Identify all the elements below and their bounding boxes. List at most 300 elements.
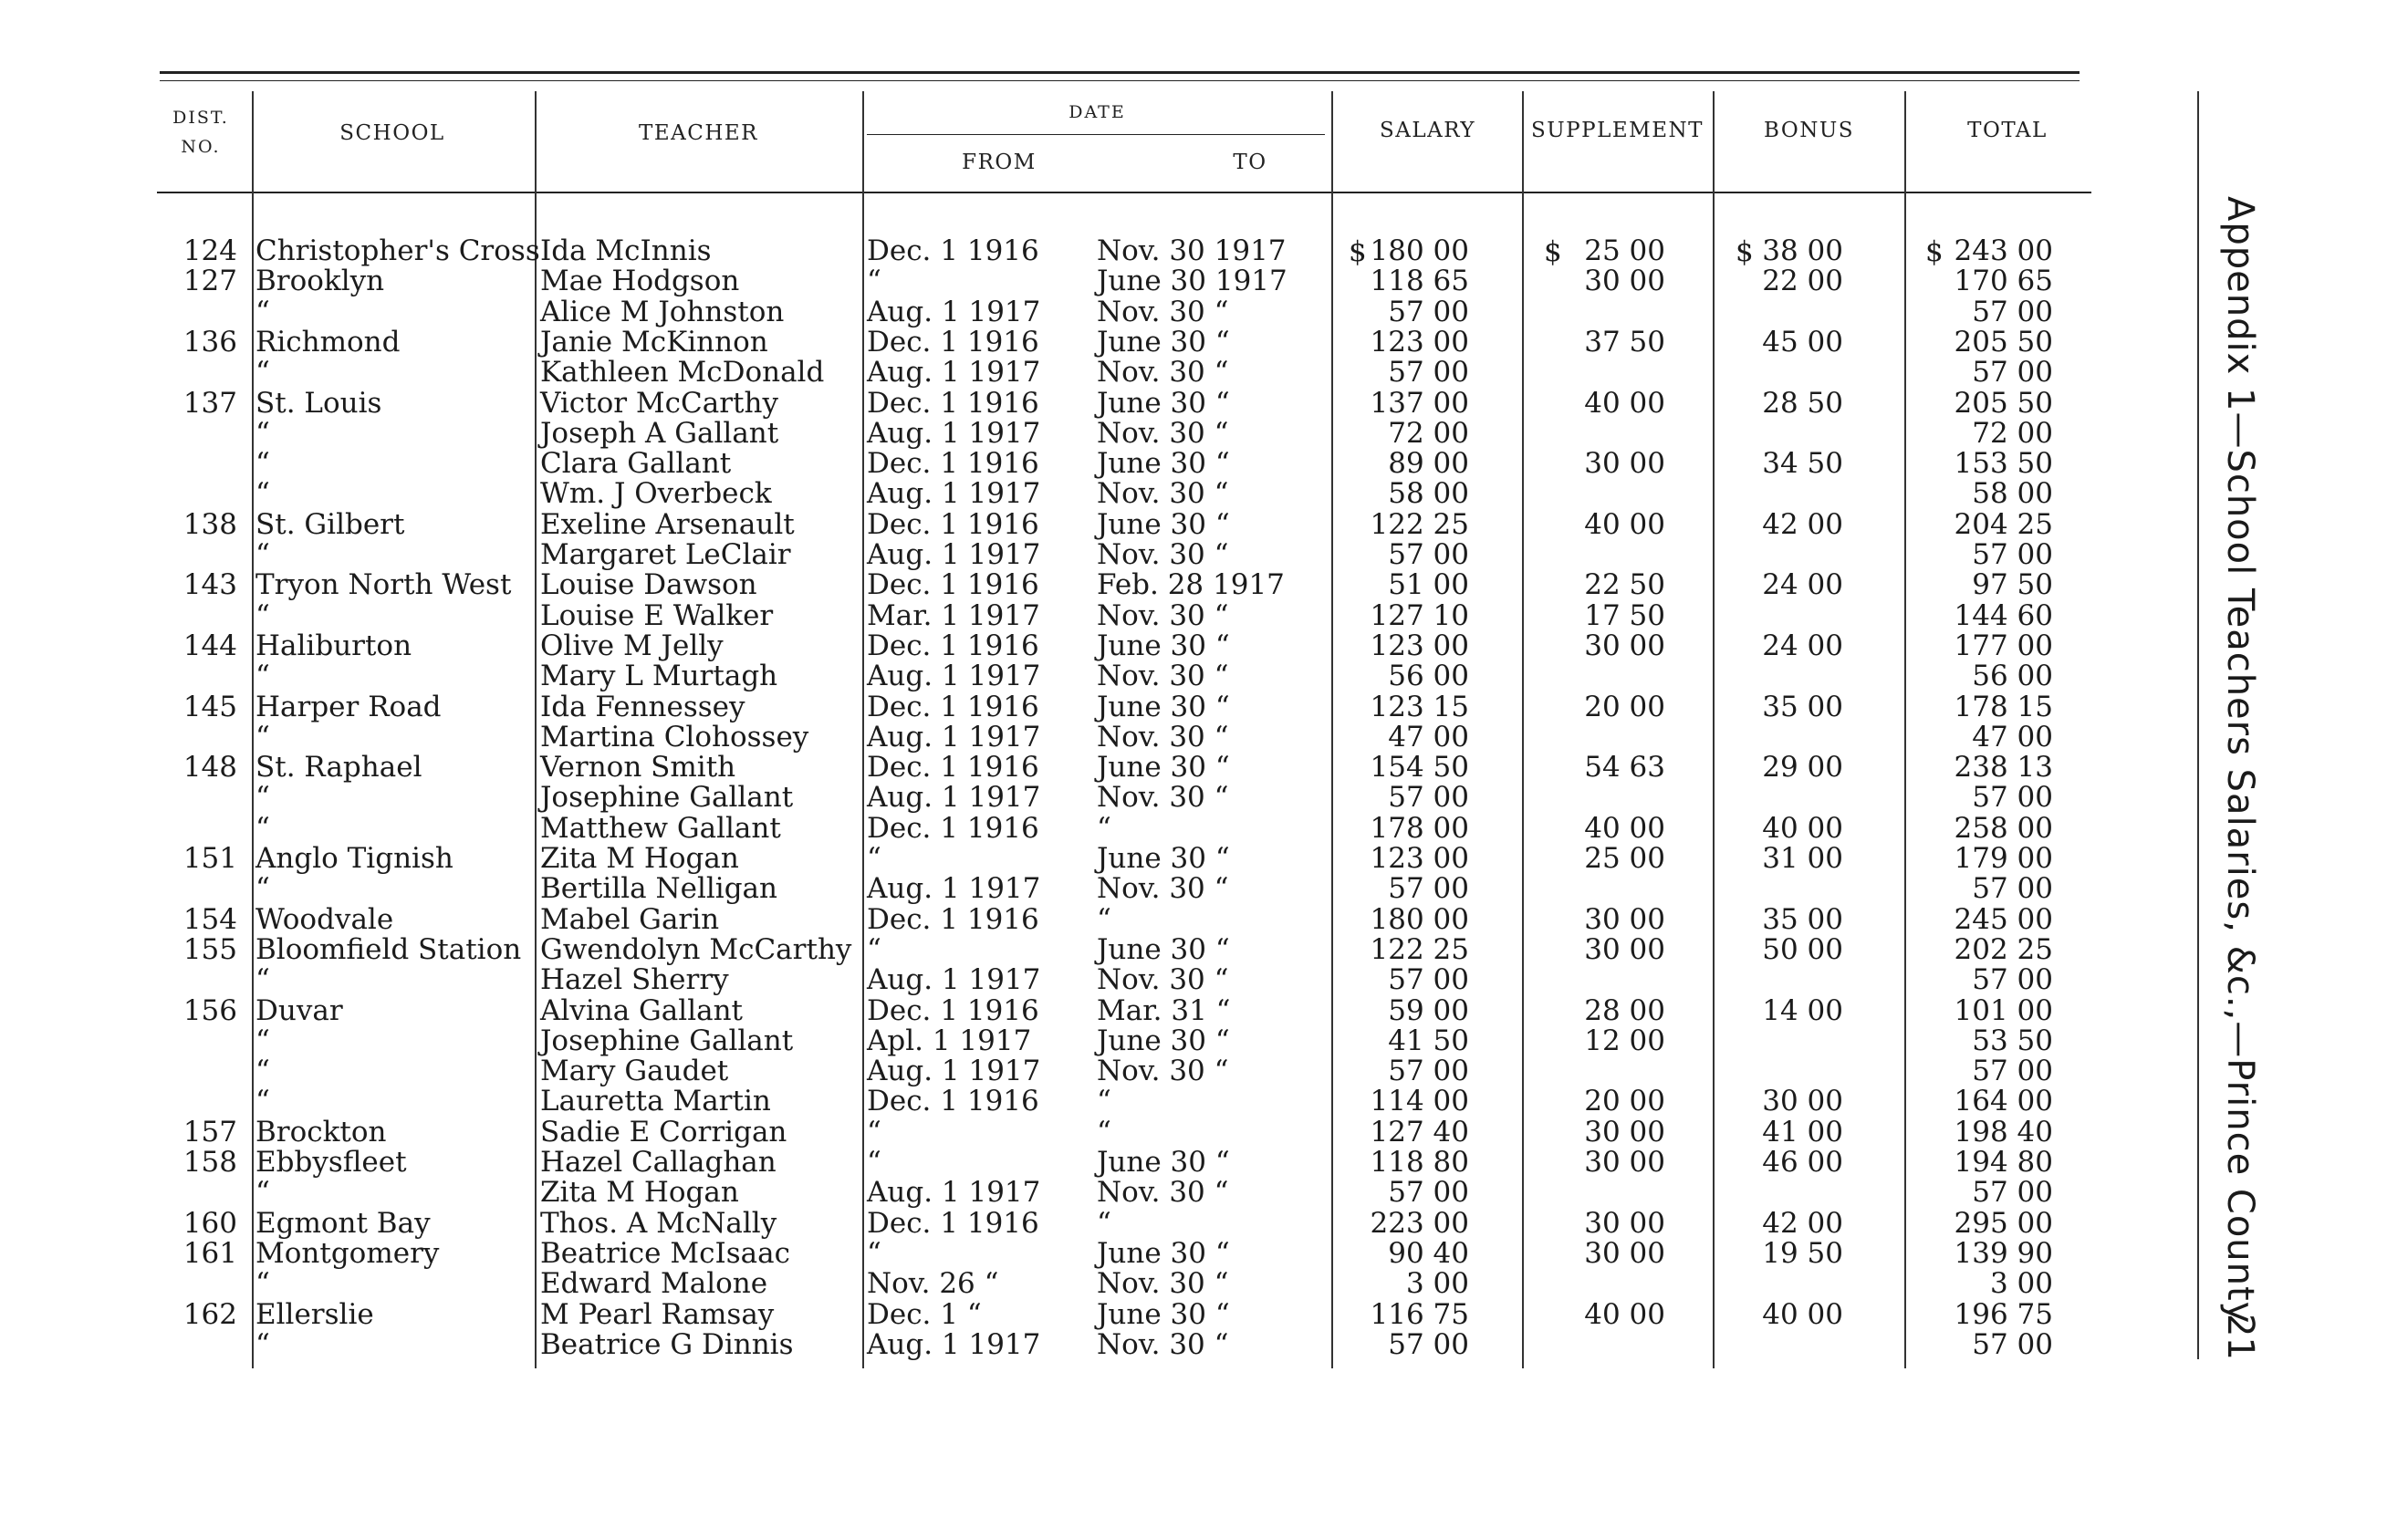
school-name: Montgomery bbox=[255, 1236, 440, 1270]
date-to: Nov. 30 “ bbox=[1097, 781, 1229, 815]
school-name: Christopher's Cross bbox=[255, 234, 540, 267]
salary-amount: 57 00 bbox=[1388, 1176, 1469, 1210]
supplement-amount: 20 00 bbox=[1584, 1085, 1665, 1118]
header-teacher: TEACHER bbox=[638, 121, 758, 145]
teacher-name: Josephine Gallant bbox=[540, 781, 794, 815]
table-row bbox=[0, 964, 2190, 995]
teacher-name: Martina Clohossey bbox=[540, 720, 809, 754]
table-row bbox=[0, 1055, 2190, 1086]
teacher-name: Hazel Callaghan bbox=[540, 1146, 777, 1179]
teacher-name: Bertilla Nelligan bbox=[540, 872, 777, 906]
salary-amount: 57 00 bbox=[1388, 356, 1469, 390]
school-name: Brockton bbox=[255, 1115, 387, 1149]
total-amount: 177 00 bbox=[1954, 629, 2053, 662]
salary-amount: 41 50 bbox=[1388, 1024, 1469, 1057]
date-from: Dec. 1 1916 bbox=[867, 690, 1039, 723]
supplement-amount: 40 00 bbox=[1584, 386, 1665, 420]
total-amount: 57 00 bbox=[1972, 356, 2053, 390]
date-from: Aug. 1 1917 bbox=[867, 1176, 1041, 1210]
date-from: Aug. 1 1917 bbox=[867, 538, 1041, 571]
salary-amount: 47 00 bbox=[1388, 720, 1469, 754]
date-to: June 30 “ bbox=[1097, 507, 1230, 541]
school-name: “ bbox=[255, 1267, 270, 1301]
teacher-name: Clara Gallant bbox=[540, 447, 732, 481]
salary-amount: 116 75 bbox=[1370, 1297, 1469, 1331]
salary-amount: 3 00 bbox=[1405, 1267, 1469, 1301]
school-name: Egmont Bay bbox=[255, 1206, 431, 1240]
salary-amount: 57 00 bbox=[1388, 872, 1469, 906]
school-name: St. Gilbert bbox=[255, 507, 405, 541]
date-to: “ bbox=[1097, 902, 1111, 936]
school-name: Haliburton bbox=[255, 629, 412, 662]
school-name: “ bbox=[255, 1085, 270, 1118]
school-name: “ bbox=[255, 356, 270, 390]
school-name: “ bbox=[255, 1024, 270, 1057]
salary-amount: 58 00 bbox=[1388, 477, 1469, 511]
bonus-amount: 28 50 bbox=[1762, 386, 1843, 420]
dist-no: 145 bbox=[182, 690, 237, 723]
table-row bbox=[0, 539, 2190, 570]
supplement-amount: 30 00 bbox=[1584, 1146, 1665, 1179]
table-row bbox=[0, 630, 2190, 661]
dist-no: 137 bbox=[182, 386, 237, 420]
bonus-amount: 29 00 bbox=[1762, 751, 1843, 785]
bonus-amount: 34 50 bbox=[1762, 447, 1843, 481]
dist-no: 138 bbox=[182, 507, 237, 541]
date-from: “ bbox=[867, 1115, 881, 1149]
salary-amount: 72 00 bbox=[1388, 416, 1469, 450]
school-name: “ bbox=[255, 811, 270, 845]
salary-amount: 56 00 bbox=[1388, 660, 1469, 693]
teacher-name: Mae Hodgson bbox=[540, 265, 740, 298]
date-to: “ bbox=[1097, 811, 1111, 845]
school-name: Bloomfield Station bbox=[255, 932, 522, 966]
date-from: Dec. 1 1916 bbox=[867, 1085, 1039, 1118]
header-to: TO bbox=[1233, 151, 1267, 174]
date-from: Dec. 1 1916 bbox=[867, 993, 1039, 1027]
header-date: DATE bbox=[1068, 102, 1126, 122]
total-amount: 56 00 bbox=[1972, 660, 2053, 693]
top-rule bbox=[160, 71, 2080, 74]
salary-amount: 137 00 bbox=[1370, 386, 1469, 420]
teacher-name: Mary Gaudet bbox=[540, 1055, 729, 1088]
header-no: NO. bbox=[181, 137, 221, 157]
total-amount: 58 00 bbox=[1972, 477, 2053, 511]
supplement-amount: 40 00 bbox=[1584, 811, 1665, 845]
total-amount: 243 00 bbox=[1954, 234, 2053, 267]
dist-no: 151 bbox=[182, 842, 237, 875]
date-from: “ bbox=[867, 1236, 881, 1270]
bonus-amount: 46 00 bbox=[1762, 1146, 1843, 1179]
table-row bbox=[0, 1238, 2190, 1269]
table-row bbox=[0, 1117, 2190, 1148]
total-amount: 57 00 bbox=[1972, 1055, 2053, 1088]
date-from: Dec. 1 1916 bbox=[867, 629, 1039, 662]
date-to: Feb. 28 1917 bbox=[1097, 568, 1285, 602]
running-title: Appendix 1—School Teachers Salaries, &c.,—Prince County bbox=[2219, 196, 2261, 1325]
teacher-name: Sadie E Corrigan bbox=[540, 1115, 787, 1149]
total-amount: 153 50 bbox=[1954, 447, 2053, 481]
school-name: Richmond bbox=[255, 325, 401, 359]
bonus-amount: 40 00 bbox=[1762, 811, 1843, 845]
teacher-name: Alvina Gallant bbox=[540, 993, 744, 1027]
supplement-amount: 40 00 bbox=[1584, 507, 1665, 541]
total-amount: 178 15 bbox=[1954, 690, 2053, 723]
supplement-amount: 28 00 bbox=[1584, 993, 1665, 1027]
teacher-name: Ida Fennessey bbox=[540, 690, 745, 723]
date-from: Dec. 1 1916 bbox=[867, 386, 1039, 420]
bonus-amount: 38 00 bbox=[1762, 234, 1843, 267]
teacher-name: Margaret LeClair bbox=[540, 538, 791, 571]
dist-no: 158 bbox=[182, 1146, 237, 1179]
salary-amount: 57 00 bbox=[1388, 1055, 1469, 1088]
teacher-name: Beatrice G Dinnis bbox=[540, 1327, 794, 1361]
date-from: Aug. 1 1917 bbox=[867, 416, 1041, 450]
supplement-amount: 30 00 bbox=[1584, 265, 1665, 298]
date-to: Nov. 30 “ bbox=[1097, 1055, 1229, 1088]
date-from: Aug. 1 1917 bbox=[867, 720, 1041, 754]
salary-amount: 154 50 bbox=[1370, 751, 1469, 785]
date-from: Aug. 1 1917 bbox=[867, 660, 1041, 693]
school-name: “ bbox=[255, 1327, 270, 1361]
total-amount: 101 00 bbox=[1954, 993, 2053, 1027]
salary-dollar-sign: $ bbox=[1349, 235, 1367, 268]
total-amount: 194 80 bbox=[1954, 1146, 2053, 1179]
teacher-name: Mary L Murtagh bbox=[540, 660, 778, 693]
school-name: “ bbox=[255, 660, 270, 693]
bonus-dollar-sign: $ bbox=[1736, 235, 1754, 268]
total-amount: 295 00 bbox=[1954, 1206, 2053, 1240]
total-amount: 3 00 bbox=[1989, 1267, 2053, 1301]
dist-no: 144 bbox=[182, 629, 237, 662]
table-row bbox=[0, 1329, 2190, 1360]
school-name: Woodvale bbox=[255, 902, 394, 936]
date-to: Nov. 30 1917 bbox=[1097, 234, 1287, 267]
total-amount: 144 60 bbox=[1954, 598, 2053, 632]
teacher-name: Edward Malone bbox=[540, 1267, 768, 1301]
date-from: “ bbox=[867, 932, 881, 966]
total-amount: 205 50 bbox=[1954, 325, 2053, 359]
dist-no: 157 bbox=[182, 1115, 237, 1149]
school-name: “ bbox=[255, 963, 270, 997]
date-from: Aug. 1 1917 bbox=[867, 1055, 1041, 1088]
school-name: “ bbox=[255, 598, 270, 632]
date-to: Nov. 30 “ bbox=[1097, 1267, 1229, 1301]
date-to: Nov. 30 “ bbox=[1097, 720, 1229, 754]
school-name: “ bbox=[255, 872, 270, 906]
table-row bbox=[0, 752, 2190, 783]
date-to: June 30 1917 bbox=[1097, 265, 1287, 298]
salary-amount: 127 10 bbox=[1370, 598, 1469, 632]
table-row bbox=[0, 1268, 2190, 1299]
total-amount: 196 75 bbox=[1954, 1297, 2053, 1331]
date-to: June 30 “ bbox=[1097, 386, 1230, 420]
date-from: “ bbox=[867, 265, 881, 298]
supplement-amount: 22 50 bbox=[1584, 568, 1665, 602]
table-row bbox=[0, 509, 2190, 540]
school-name: “ bbox=[255, 538, 270, 571]
supplement-amount: 12 00 bbox=[1584, 1024, 1665, 1057]
teacher-name: Zita M Hogan bbox=[540, 842, 739, 875]
school-name: “ bbox=[255, 720, 270, 754]
date-from: Aug. 1 1917 bbox=[867, 356, 1041, 390]
date-to: Nov. 30 “ bbox=[1097, 660, 1229, 693]
total-amount: 97 50 bbox=[1972, 568, 2053, 602]
teacher-name: Zita M Hogan bbox=[540, 1176, 739, 1210]
supplement-amount: 30 00 bbox=[1584, 902, 1665, 936]
total-amount: 198 40 bbox=[1954, 1115, 2053, 1149]
salary-amount: 122 25 bbox=[1370, 507, 1469, 541]
bonus-amount: 50 00 bbox=[1762, 932, 1843, 966]
date-from: Dec. 1 1916 bbox=[867, 325, 1039, 359]
school-name: Tryon North West bbox=[255, 568, 512, 602]
dist-no: 161 bbox=[182, 1236, 237, 1270]
teacher-name: M Pearl Ramsay bbox=[540, 1297, 775, 1331]
date-from: Dec. 1 1916 bbox=[867, 1206, 1039, 1240]
bonus-amount: 24 00 bbox=[1762, 629, 1843, 662]
date-to: June 30 “ bbox=[1097, 1236, 1230, 1270]
table-row bbox=[0, 388, 2190, 419]
table-row bbox=[0, 1299, 2190, 1330]
dist-no: 148 bbox=[182, 751, 237, 785]
table-row bbox=[0, 782, 2190, 813]
table-row bbox=[0, 904, 2190, 935]
dist-no: 127 bbox=[182, 265, 237, 298]
teacher-name: Vernon Smith bbox=[540, 751, 736, 785]
school-name: “ bbox=[255, 447, 270, 481]
bonus-amount: 24 00 bbox=[1762, 568, 1843, 602]
date-from: Dec. 1 1916 bbox=[867, 811, 1039, 845]
salary-amount: 90 40 bbox=[1388, 1236, 1469, 1270]
bonus-amount: 42 00 bbox=[1762, 507, 1843, 541]
salary-amount: 122 25 bbox=[1370, 932, 1469, 966]
date-from: Aug. 1 1917 bbox=[867, 477, 1041, 511]
table-row bbox=[0, 1177, 2190, 1208]
salary-amount: 118 80 bbox=[1370, 1146, 1469, 1179]
top-rule-thin bbox=[160, 80, 2080, 81]
school-name: Ebbysfleet bbox=[255, 1146, 407, 1179]
date-from: Aug. 1 1917 bbox=[867, 295, 1041, 328]
dist-no: 156 bbox=[182, 993, 237, 1027]
salary-amount: 51 00 bbox=[1388, 568, 1469, 602]
total-amount: 53 50 bbox=[1972, 1024, 2053, 1057]
date-to: “ bbox=[1097, 1085, 1111, 1118]
total-amount: 57 00 bbox=[1972, 872, 2053, 906]
date-from: Dec. 1 1916 bbox=[867, 447, 1039, 481]
dist-no: 160 bbox=[182, 1206, 237, 1240]
date-to: Nov. 30 “ bbox=[1097, 477, 1229, 511]
supplement-amount: 30 00 bbox=[1584, 629, 1665, 662]
bonus-amount: 40 00 bbox=[1762, 1297, 1843, 1331]
salary-amount: 118 65 bbox=[1370, 265, 1469, 298]
date-from: Aug. 1 1917 bbox=[867, 781, 1041, 815]
date-from: Aug. 1 1917 bbox=[867, 1327, 1041, 1361]
school-name: “ bbox=[255, 1055, 270, 1088]
bonus-amount: 41 00 bbox=[1762, 1115, 1843, 1149]
date-from: Dec. 1 1916 bbox=[867, 751, 1039, 785]
total-amount: 170 65 bbox=[1954, 265, 2053, 298]
salary-amount: 178 00 bbox=[1370, 811, 1469, 845]
bonus-amount: 42 00 bbox=[1762, 1206, 1843, 1240]
date-from: Dec. 1 1916 bbox=[867, 234, 1039, 267]
school-name: Harper Road bbox=[255, 690, 442, 723]
table-row bbox=[0, 691, 2190, 722]
total-amount: 202 25 bbox=[1954, 932, 2053, 966]
table-row bbox=[0, 843, 2190, 874]
header-bonus: BONUS bbox=[1764, 119, 1854, 142]
date-to: Mar. 31 “ bbox=[1097, 993, 1231, 1027]
salary-amount: 223 00 bbox=[1370, 1206, 1469, 1240]
date-from: Apl. 1 1917 bbox=[867, 1024, 1032, 1057]
school-name: Ellerslie bbox=[255, 1297, 374, 1331]
teacher-name: Matthew Gallant bbox=[540, 811, 781, 845]
total-amount: 57 00 bbox=[1972, 963, 2053, 997]
dist-no: 155 bbox=[182, 932, 237, 966]
supplement-amount: 17 50 bbox=[1584, 598, 1665, 632]
salary-amount: 180 00 bbox=[1370, 902, 1469, 936]
date-to: June 30 “ bbox=[1097, 447, 1230, 481]
salary-amount: 123 00 bbox=[1370, 629, 1469, 662]
total-amount: 57 00 bbox=[1972, 538, 2053, 571]
date-from: “ bbox=[867, 1146, 881, 1179]
teacher-name: Thos. A McNally bbox=[540, 1206, 777, 1240]
table-row bbox=[0, 418, 2190, 449]
teacher-name: Beatrice McIsaac bbox=[540, 1236, 790, 1270]
supplement-amount: 54 63 bbox=[1584, 751, 1665, 785]
salary-amount: 57 00 bbox=[1388, 295, 1469, 328]
teacher-name: Joseph A Gallant bbox=[540, 416, 779, 450]
supplement-amount: 30 00 bbox=[1584, 1236, 1665, 1270]
table-row bbox=[0, 722, 2190, 753]
date-to: June 30 “ bbox=[1097, 690, 1230, 723]
total-amount: 164 00 bbox=[1954, 1085, 2053, 1118]
school-name: “ bbox=[255, 781, 270, 815]
header-school: SCHOOL bbox=[339, 121, 445, 145]
table-row bbox=[0, 813, 2190, 844]
header-salary: SALARY bbox=[1379, 119, 1476, 142]
school-name: Duvar bbox=[255, 993, 343, 1027]
date-to: June 30 “ bbox=[1097, 932, 1230, 966]
table-row bbox=[0, 660, 2190, 691]
bonus-amount: 35 00 bbox=[1762, 690, 1843, 723]
bonus-amount: 35 00 bbox=[1762, 902, 1843, 936]
date-to: Nov. 30 “ bbox=[1097, 538, 1229, 571]
table-row bbox=[0, 1208, 2190, 1239]
date-from: Nov. 26 “ bbox=[867, 1267, 999, 1301]
school-name: St. Raphael bbox=[255, 751, 422, 785]
total-amount: 204 25 bbox=[1954, 507, 2053, 541]
teacher-name: Louise Dawson bbox=[540, 568, 757, 602]
total-amount: 179 00 bbox=[1954, 842, 2053, 875]
table-row bbox=[0, 600, 2190, 631]
table-row bbox=[0, 327, 2190, 358]
dist-no: 143 bbox=[182, 568, 237, 602]
table-row bbox=[0, 265, 2190, 296]
table-row bbox=[0, 448, 2190, 479]
date-to: Nov. 30 “ bbox=[1097, 963, 1229, 997]
total-amount: 205 50 bbox=[1954, 386, 2053, 420]
table-row bbox=[0, 1025, 2190, 1056]
date-from: Dec. 1 1916 bbox=[867, 568, 1039, 602]
date-to: Nov. 30 “ bbox=[1097, 598, 1229, 632]
date-to: Nov. 30 “ bbox=[1097, 295, 1229, 328]
salary-amount: 123 15 bbox=[1370, 690, 1469, 723]
table-row bbox=[0, 1086, 2190, 1117]
total-amount: 57 00 bbox=[1972, 781, 2053, 815]
date-to: June 30 “ bbox=[1097, 751, 1230, 785]
teacher-name: Gwendolyn McCarthy bbox=[540, 932, 852, 966]
supplement-amount: 30 00 bbox=[1584, 932, 1665, 966]
salary-amount: 57 00 bbox=[1388, 781, 1469, 815]
total-amount: 72 00 bbox=[1972, 416, 2053, 450]
supplement-amount: 25 00 bbox=[1584, 234, 1665, 267]
bonus-amount: 19 50 bbox=[1762, 1236, 1843, 1270]
total-amount: 47 00 bbox=[1972, 720, 2053, 754]
dist-no: 154 bbox=[182, 902, 237, 936]
salary-amount: 57 00 bbox=[1388, 538, 1469, 571]
date-to: Nov. 30 “ bbox=[1097, 872, 1229, 906]
teacher-name: Exeline Arsenault bbox=[540, 507, 795, 541]
dist-no: 136 bbox=[182, 325, 237, 359]
teacher-name: Josephine Gallant bbox=[540, 1024, 794, 1057]
school-name: St. Louis bbox=[255, 386, 382, 420]
school-name: Anglo Tignish bbox=[255, 842, 453, 875]
bonus-amount: 22 00 bbox=[1762, 265, 1843, 298]
total-amount: 139 90 bbox=[1954, 1236, 2053, 1270]
table-row bbox=[0, 934, 2190, 965]
total-amount: 245 00 bbox=[1954, 902, 2053, 936]
total-amount: 238 13 bbox=[1954, 751, 2053, 785]
teacher-name: Wm. J Overbeck bbox=[540, 477, 772, 511]
supplement-amount: 25 00 bbox=[1584, 842, 1665, 875]
supplement-amount: 30 00 bbox=[1584, 1206, 1665, 1240]
teacher-name: Olive M Jelly bbox=[540, 629, 724, 662]
date-from: Mar. 1 1917 bbox=[867, 598, 1040, 632]
teacher-name: Louise E Walker bbox=[540, 598, 774, 632]
date-to: Nov. 30 “ bbox=[1097, 1176, 1229, 1210]
header-total: TOTAL bbox=[1967, 119, 2048, 142]
teacher-name: Lauretta Martin bbox=[540, 1085, 771, 1118]
date-to: Nov. 30 “ bbox=[1097, 356, 1229, 390]
salary-amount: 59 00 bbox=[1388, 993, 1469, 1027]
supplement-amount: 20 00 bbox=[1584, 690, 1665, 723]
total-amount: 57 00 bbox=[1972, 295, 2053, 328]
supplement-amount: 40 00 bbox=[1584, 1297, 1665, 1331]
date-from: “ bbox=[867, 842, 881, 875]
date-to: June 30 “ bbox=[1097, 1024, 1230, 1057]
teacher-name: Ida McInnis bbox=[540, 234, 712, 267]
dist-no: 124 bbox=[182, 234, 237, 267]
table-row bbox=[0, 357, 2190, 388]
total-amount: 57 00 bbox=[1972, 1327, 2053, 1361]
header-dist: DIST. bbox=[172, 108, 229, 128]
table-row bbox=[0, 873, 2190, 904]
school-name: “ bbox=[255, 416, 270, 450]
teacher-name: Hazel Sherry bbox=[540, 963, 729, 997]
date-from: Aug. 1 1917 bbox=[867, 963, 1041, 997]
right-margin-rule bbox=[2197, 91, 2199, 1359]
supplement-amount: 30 00 bbox=[1584, 447, 1665, 481]
school-name: Brooklyn bbox=[255, 265, 385, 298]
salary-amount: 57 00 bbox=[1388, 963, 1469, 997]
date-subrule bbox=[867, 134, 1325, 135]
table-row bbox=[0, 478, 2190, 509]
bonus-amount: 14 00 bbox=[1762, 993, 1843, 1027]
table-row bbox=[0, 1147, 2190, 1178]
teacher-name: Kathleen McDonald bbox=[540, 356, 825, 390]
teacher-name: Victor McCarthy bbox=[540, 386, 778, 420]
date-from: Dec. 1 “ bbox=[867, 1297, 982, 1331]
